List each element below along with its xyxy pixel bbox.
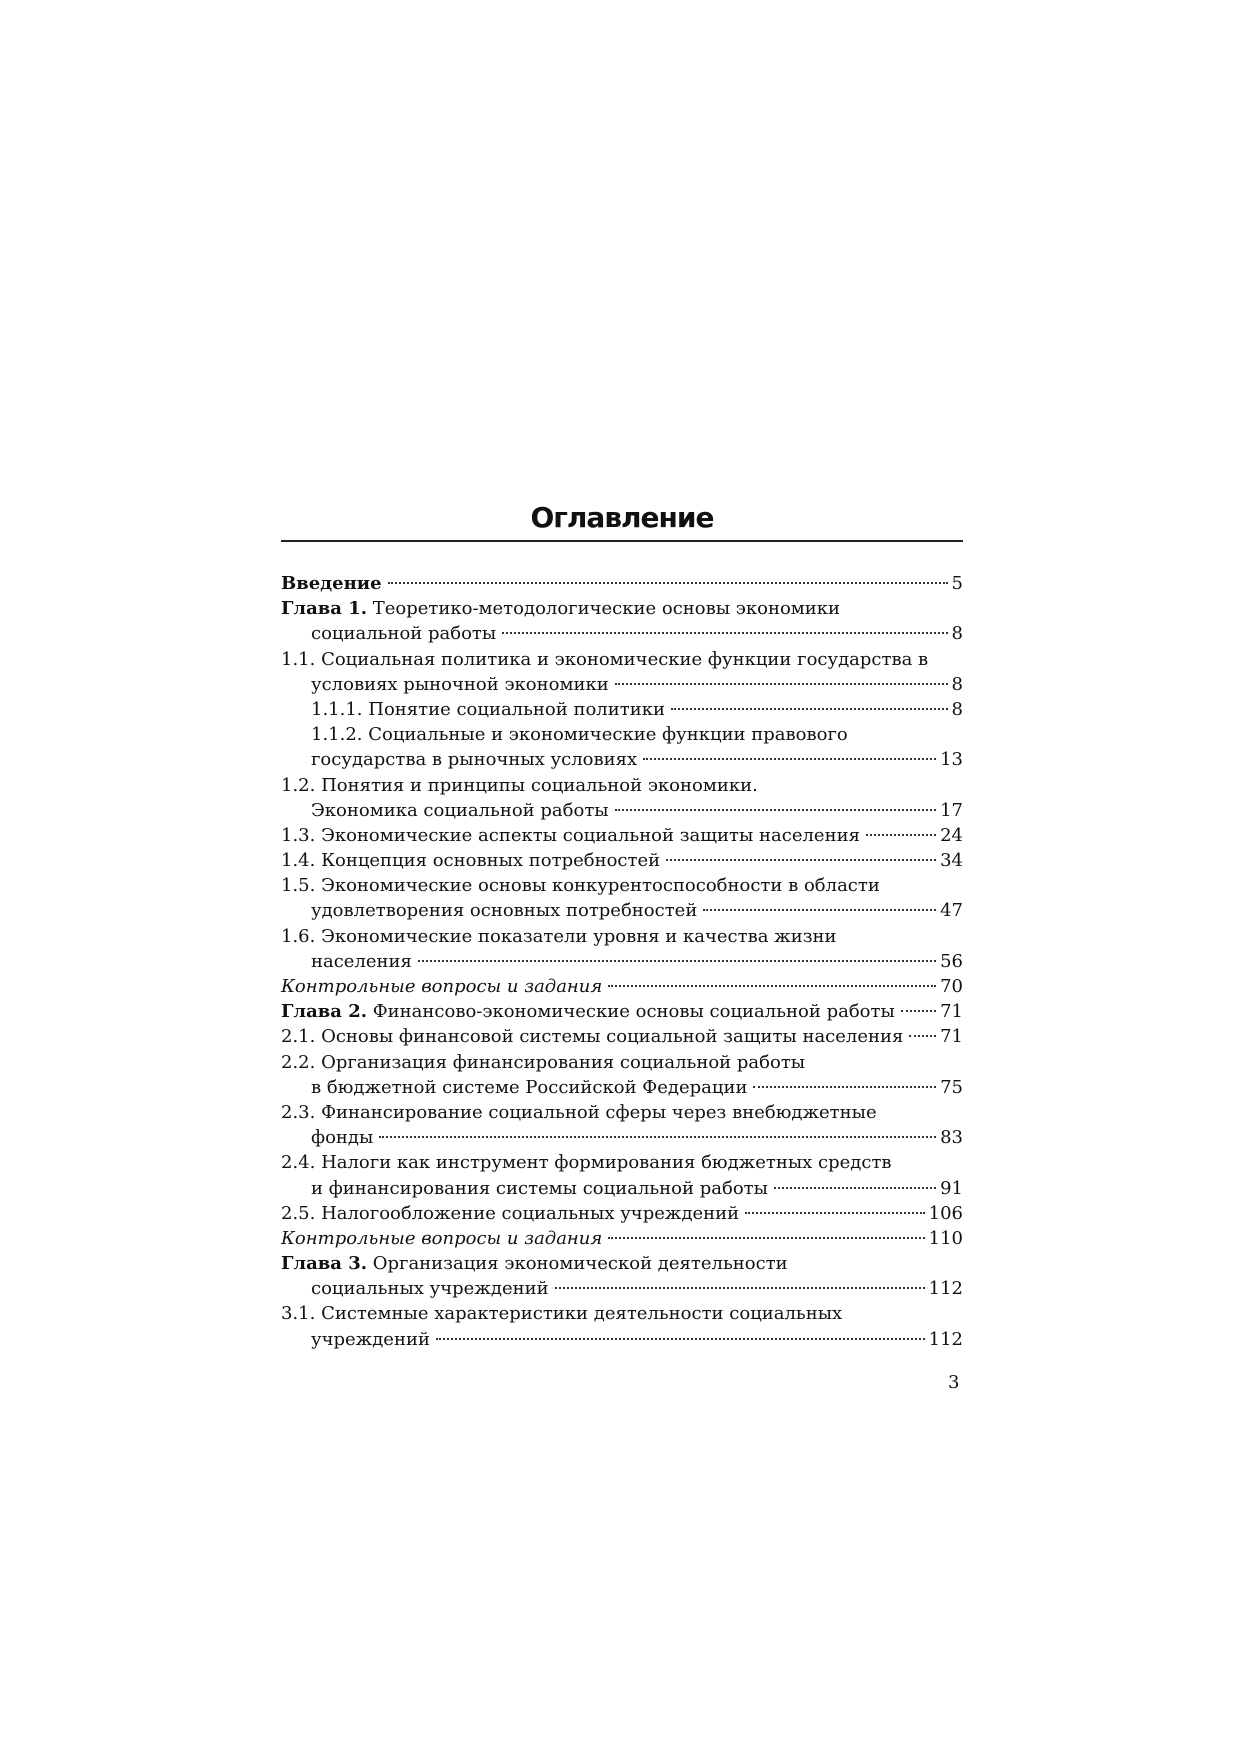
toc-entry-page: 17 bbox=[940, 799, 963, 821]
toc-entry-text bbox=[281, 1150, 892, 1175]
toc-entry-text bbox=[311, 1075, 747, 1100]
toc-entry-text bbox=[281, 1024, 903, 1049]
toc-entry-label: Контрольные вопросы и задания bbox=[281, 1227, 603, 1249]
toc-entry-label: 1.2. Понятия и принципы социальной экономики. bbox=[281, 774, 758, 796]
toc-entry bbox=[281, 873, 963, 898]
dot-leader bbox=[666, 859, 936, 861]
toc-entry bbox=[281, 1100, 963, 1125]
toc-entry bbox=[281, 1024, 963, 1049]
toc-entry bbox=[281, 1301, 963, 1326]
toc-entry bbox=[281, 1226, 963, 1251]
toc-entry-text bbox=[311, 898, 697, 923]
toc-entry-text bbox=[311, 697, 665, 722]
toc-entry-label: 1.4. Концепция основных потребностей bbox=[281, 850, 661, 872]
toc-entry-label: 2.3. Финансирование социальной сферы через внебюджетные bbox=[281, 1101, 877, 1123]
toc-entry-text bbox=[311, 1327, 430, 1352]
page-title: Оглавление bbox=[530, 501, 714, 534]
toc-entry-label: 1.3. Экономические аспекты социальной защиты населения bbox=[281, 824, 860, 846]
toc-entry-page: 24 bbox=[940, 824, 963, 846]
dot-leader bbox=[608, 1237, 924, 1239]
toc-entries bbox=[281, 571, 963, 1352]
dot-leader bbox=[502, 632, 947, 634]
toc-entry bbox=[281, 596, 963, 621]
toc-entry bbox=[281, 647, 963, 672]
toc-entry bbox=[281, 1201, 963, 1226]
toc-entry-page: 47 bbox=[940, 900, 963, 922]
toc-entry-label: фонды bbox=[311, 1127, 374, 1149]
dot-leader bbox=[774, 1187, 936, 1189]
toc-entry-text bbox=[281, 1050, 805, 1075]
toc-entry bbox=[281, 1075, 963, 1100]
toc-entry-page: 112 bbox=[928, 1278, 963, 1300]
toc-entry-text bbox=[281, 1201, 739, 1226]
toc-entry-text bbox=[311, 1176, 768, 1201]
dot-leader bbox=[436, 1338, 925, 1340]
toc-entry-text bbox=[281, 1100, 877, 1125]
toc-entry-page: 110 bbox=[928, 1227, 963, 1249]
toc-entry-label: Экономика социальной работы bbox=[311, 799, 609, 821]
dot-leader bbox=[745, 1212, 924, 1214]
dot-leader bbox=[909, 1035, 936, 1037]
toc-entry bbox=[281, 974, 963, 999]
toc-entry-label: социальных учреждений bbox=[311, 1278, 549, 1300]
toc-entry-text bbox=[311, 747, 637, 772]
toc-entry-label: 2.5. Налогообложение социальных учреждений bbox=[281, 1202, 740, 1224]
toc-entry-label: социальной работы bbox=[311, 623, 497, 645]
toc-entry bbox=[281, 773, 963, 798]
toc-entry-label: населения bbox=[311, 950, 412, 972]
toc-entry-label: государства в рыночных условиях bbox=[311, 749, 638, 771]
toc-entry bbox=[281, 823, 963, 848]
toc-entry-page: 71 bbox=[940, 1001, 963, 1023]
toc-entry-text bbox=[311, 949, 412, 974]
toc-entry-label: и финансирования системы социальной работы bbox=[311, 1177, 768, 1199]
toc-entry bbox=[281, 999, 963, 1024]
toc-entry bbox=[281, 1251, 963, 1276]
dot-leader bbox=[643, 758, 936, 760]
dot-leader bbox=[901, 1010, 936, 1012]
toc-entry-text bbox=[281, 1251, 788, 1276]
toc-entry bbox=[281, 1150, 963, 1175]
toc-entry-text bbox=[281, 823, 860, 848]
toc-entry-label: 2.1. Основы финансовой системы социальной защиты населения bbox=[281, 1026, 904, 1048]
toc-entry-text bbox=[281, 1301, 842, 1326]
toc-entry-page: 75 bbox=[940, 1076, 963, 1098]
toc-entry bbox=[281, 1276, 963, 1301]
toc-entry-page: 112 bbox=[928, 1328, 963, 1350]
toc-entry-label: удовлетворения основных потребностей bbox=[311, 900, 698, 922]
toc-entry-page: 71 bbox=[940, 1026, 963, 1048]
toc-entry-text bbox=[281, 773, 758, 798]
toc-entry-text bbox=[281, 999, 895, 1024]
toc-entry-label: Контрольные вопросы и задания bbox=[281, 976, 603, 997]
dot-leader bbox=[388, 582, 948, 584]
toc-entry-label: Финансово-экономические основы социальной работы bbox=[367, 1001, 895, 1023]
toc-entry bbox=[281, 924, 963, 949]
toc-entry-label: 3.1. Системные характеристики деятельности социальных bbox=[281, 1303, 843, 1325]
toc-entry-label: в бюджетной системе Российской Федерации bbox=[311, 1076, 748, 1098]
title-rule bbox=[281, 540, 963, 542]
toc-entry-text bbox=[311, 722, 848, 747]
toc-entry-text bbox=[281, 596, 840, 621]
toc-entry-label: Теоретико-методологические основы экономики bbox=[367, 598, 841, 620]
toc-entry-label: 2.2. Организация финансирования социальной работы bbox=[281, 1051, 806, 1073]
table-of-contents bbox=[281, 496, 963, 1352]
toc-entry-page: 70 bbox=[940, 976, 963, 997]
toc-entry-page: 56 bbox=[940, 950, 963, 972]
dot-leader bbox=[615, 809, 936, 811]
toc-entry-lead: Глава 1. bbox=[281, 598, 368, 620]
toc-entry bbox=[281, 949, 963, 974]
toc-entry-lead: Глава 3. bbox=[281, 1253, 368, 1275]
toc-entry bbox=[281, 798, 963, 823]
toc-entry-label: 1.5. Экономические основы конкурентоспособности в области bbox=[281, 875, 880, 897]
page-number: 3 bbox=[948, 1372, 960, 1393]
dot-leader bbox=[418, 960, 936, 962]
toc-entry-label: 1.1. Социальная политика и экономические функции государства в bbox=[281, 648, 929, 670]
toc-entry-page: 5 bbox=[951, 573, 963, 594]
toc-entry-text bbox=[311, 1276, 549, 1301]
toc-entry-label: Организация экономической деятельности bbox=[367, 1253, 788, 1275]
toc-entry bbox=[281, 1125, 963, 1150]
toc-entry-label: условиях рыночной экономики bbox=[311, 673, 609, 695]
toc-entry bbox=[281, 571, 963, 596]
dot-leader bbox=[703, 909, 936, 911]
toc-entry bbox=[281, 1050, 963, 1075]
toc-entry bbox=[281, 672, 963, 697]
toc-entry-label: 1.6. Экономические показатели уровня и качества жизни bbox=[281, 925, 837, 947]
dot-leader bbox=[379, 1136, 936, 1138]
toc-entry-label: 1.1.1. Понятие социальной политики bbox=[311, 698, 665, 720]
toc-entry bbox=[281, 898, 963, 923]
toc-entry-page: 83 bbox=[940, 1127, 963, 1149]
toc-entry-text bbox=[281, 873, 880, 898]
toc-entry bbox=[281, 621, 963, 646]
toc-entry-text bbox=[311, 672, 609, 697]
toc-entry bbox=[281, 697, 963, 722]
toc-entry-page: 34 bbox=[940, 850, 963, 872]
toc-entry-label: учреждений bbox=[311, 1328, 430, 1350]
toc-entry-page: 8 bbox=[951, 623, 963, 645]
toc-entry-text bbox=[311, 1125, 373, 1150]
toc-entry-text bbox=[311, 798, 609, 823]
toc-entry-page: 91 bbox=[940, 1177, 963, 1199]
toc-entry-lead: Глава 2. bbox=[281, 1001, 368, 1023]
toc-entry-page: 8 bbox=[951, 673, 963, 695]
toc-entry-text bbox=[281, 571, 382, 596]
toc-entry bbox=[281, 1176, 963, 1201]
toc-entry-label: 2.4. Налоги как инструмент формирования бюджетных средств bbox=[281, 1152, 892, 1174]
toc-entry-page: 106 bbox=[928, 1202, 963, 1224]
dot-leader bbox=[555, 1287, 925, 1289]
toc-entry bbox=[281, 722, 963, 747]
dot-leader bbox=[608, 985, 936, 987]
toc-entry-page: 13 bbox=[940, 749, 963, 771]
dot-leader bbox=[753, 1086, 936, 1088]
toc-entry bbox=[281, 1327, 963, 1352]
dot-leader bbox=[671, 708, 948, 710]
toc-entry bbox=[281, 747, 963, 772]
toc-entry-label: 1.1.2. Социальные и экономические функции правового bbox=[311, 724, 848, 746]
toc-entry-text bbox=[311, 621, 496, 646]
toc-entry-text bbox=[281, 647, 928, 672]
toc-entry-text bbox=[281, 1226, 602, 1251]
toc-entry-page: 8 bbox=[951, 698, 963, 720]
dot-leader bbox=[615, 683, 948, 685]
toc-entry-text bbox=[281, 974, 602, 999]
toc-entry-text bbox=[281, 924, 837, 949]
toc-entry-lead: Введение bbox=[281, 573, 382, 594]
dot-leader bbox=[866, 834, 936, 836]
toc-entry-text bbox=[281, 848, 660, 873]
toc-entry bbox=[281, 848, 963, 873]
